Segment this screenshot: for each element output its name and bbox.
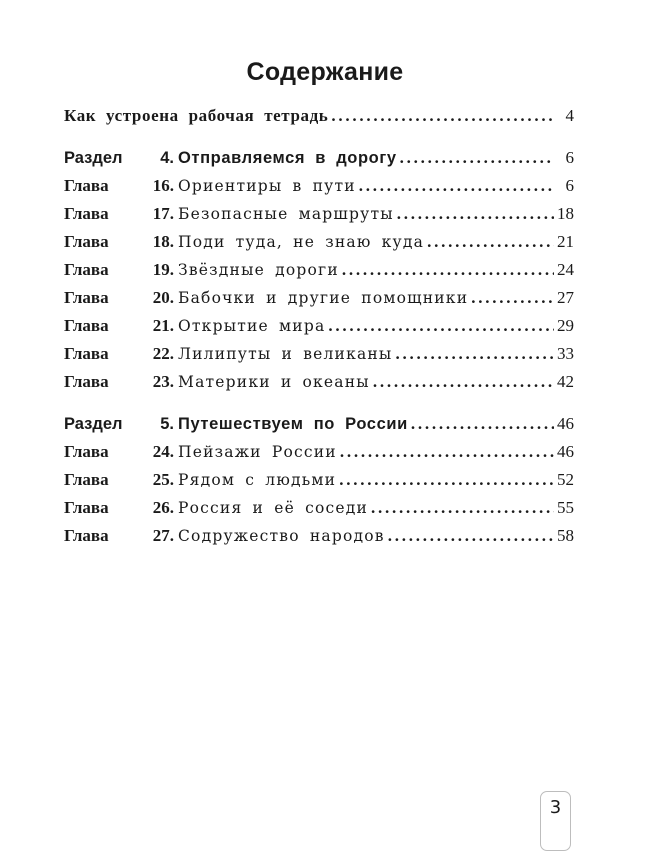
chapter-label: Глава (64, 260, 109, 279)
chapter-number: 24. (152, 442, 174, 461)
dot-leader (408, 414, 554, 434)
chapter-title: Пейзажи России (178, 443, 337, 461)
chapter-number: 27. (152, 526, 174, 545)
toc-chapter-22[interactable] (64, 344, 574, 370)
dot-leader (325, 316, 554, 336)
chapter-number: 19. (152, 260, 174, 279)
toc-entry-intro[interactable] (64, 106, 574, 132)
toc-page-number: 18 (557, 204, 574, 223)
dot-leader (385, 526, 554, 546)
toc-chapter-27[interactable] (64, 526, 574, 552)
chapter-number: 23. (152, 372, 174, 391)
dot-leader (468, 288, 554, 308)
toc-chapter-18[interactable] (64, 232, 574, 258)
section-title: Отправляемся в дорогу (178, 149, 397, 167)
chapter-title: Ориентиры в пути (178, 177, 356, 195)
chapter-label: Глава (64, 176, 109, 195)
section-number: 5. (160, 415, 174, 433)
toc-chapter-24[interactable] (64, 442, 574, 468)
dot-leader (394, 204, 554, 224)
chapter-number: 22. (152, 344, 174, 363)
dot-leader (424, 232, 554, 252)
chapter-label: Глава (64, 498, 109, 517)
chapter-label: Глава (64, 232, 109, 251)
chapter-label: Глава (64, 204, 109, 223)
chapter-title: Звёздные дороги (178, 261, 339, 279)
toc-page-number: 21 (557, 232, 574, 251)
dot-leader (356, 176, 554, 196)
chapter-title: Лилипуты и великаны (178, 345, 393, 363)
toc-page-number: 27 (557, 288, 574, 307)
toc-page-number: 52 (557, 470, 574, 489)
toc-page-number: 6 (565, 176, 574, 195)
section-number: 4. (160, 149, 174, 167)
toc-chapter-20[interactable] (64, 288, 574, 314)
toc-chapter-25[interactable] (64, 470, 574, 496)
toc-chapter-23[interactable] (64, 372, 574, 398)
chapter-label: Глава (64, 442, 109, 461)
chapter-number: 21. (152, 316, 174, 335)
toc-entry-title: Как устроена рабочая тетрадь (64, 106, 329, 125)
chapter-title: Поди туда, не знаю куда (178, 233, 425, 251)
chapter-title: Россия и её соседи (178, 499, 369, 517)
chapter-title: Содружество народов (178, 527, 385, 545)
section-title: Путешествуем по России (178, 415, 408, 433)
toc-page-number: 6 (565, 148, 574, 167)
toc-chapter-26[interactable] (64, 498, 574, 524)
page-title: Содержание (246, 58, 404, 86)
chapter-number: 17. (152, 204, 174, 223)
chapter-label: Глава (64, 470, 109, 489)
chapter-number: 25. (152, 470, 174, 489)
toc-page-number: 55 (557, 498, 574, 517)
chapter-title: Безопасные маршруты (178, 205, 394, 223)
chapter-number: 20. (152, 288, 174, 307)
toc-chapter-17[interactable] (64, 204, 574, 230)
chapter-number: 26. (152, 498, 174, 517)
toc-page-number: 24 (557, 260, 574, 279)
toc-page-number: 4 (565, 106, 574, 125)
toc-page-number: 46 (557, 442, 574, 461)
section-label: Раздел (64, 415, 123, 433)
dot-leader (368, 498, 554, 518)
chapter-title: Рядом с людьми (178, 471, 337, 489)
chapter-number: 18. (152, 232, 174, 251)
chapter-label: Глава (64, 526, 109, 545)
toc-page-number: 42 (557, 372, 574, 391)
dot-leader (397, 148, 554, 168)
section-label: Раздел (64, 149, 123, 167)
dot-leader (337, 442, 554, 462)
toc-chapter-21[interactable] (64, 316, 574, 342)
chapter-title: Открытие мира (178, 317, 326, 335)
toc-page-number: 29 (557, 316, 574, 335)
chapter-number: 16. (152, 176, 174, 195)
dot-leader (336, 470, 554, 490)
dot-leader (392, 344, 554, 364)
toc-chapter-16[interactable] (64, 176, 574, 202)
toc-page-number: 58 (557, 526, 574, 545)
chapter-label: Глава (64, 288, 109, 307)
chapter-label: Глава (64, 372, 109, 391)
toc-section-5[interactable] (64, 414, 574, 440)
chapter-label: Глава (64, 344, 109, 363)
toc-section-4[interactable] (64, 148, 574, 174)
dot-leader (339, 260, 554, 280)
toc-chapter-19[interactable] (64, 260, 574, 286)
toc-page-number: 46 (557, 414, 574, 433)
chapter-title: Материки и океаны (178, 373, 370, 391)
dot-leader (370, 372, 554, 392)
toc-page-number: 33 (557, 344, 574, 363)
chapter-title: Бабочки и другие помощники (178, 289, 469, 307)
dot-leader (328, 106, 554, 126)
page-number-badge: 3 (540, 791, 571, 851)
chapter-label: Глава (64, 316, 109, 335)
